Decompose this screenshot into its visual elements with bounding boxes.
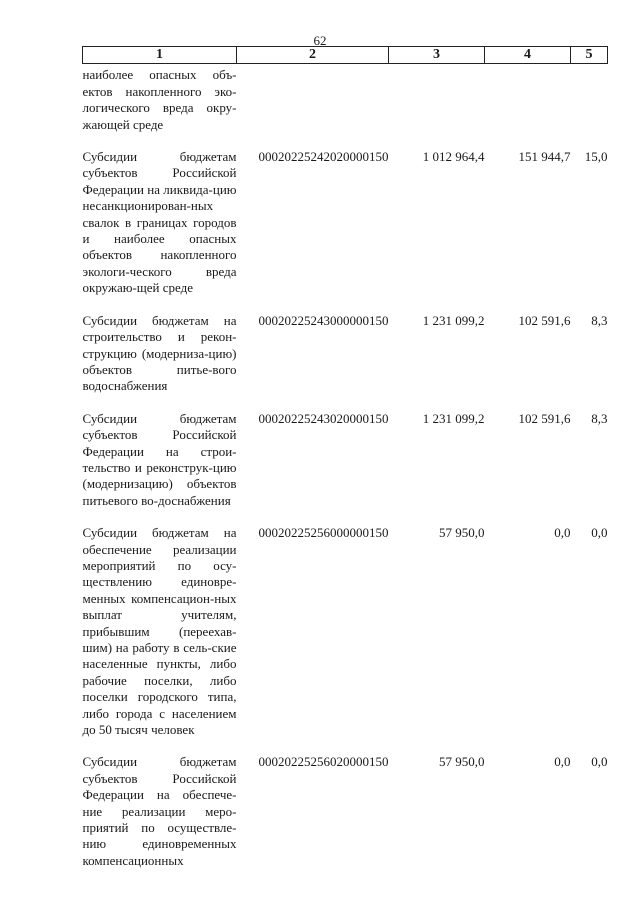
row-percent: 0,0: [591, 754, 608, 770]
row-name: Субсидии бюджетам на строительство и рекон-струкцию (модерниза-цию) объектов питье-вого водоснабжения: [82, 312, 237, 394]
row-name: наиболее опасных объ-ектов накопленного эко-логического вреда окру-жающей среде: [82, 67, 237, 132]
row-code: 00020225256000000150: [258, 525, 389, 541]
row-amount: 57 950,0: [439, 754, 485, 770]
row-percent: [571, 64, 608, 149]
row-executed: 0,0: [554, 525, 571, 541]
row-code: [237, 64, 389, 149]
row-amount: 1 231 099,2: [422, 410, 485, 426]
page-number: 62: [313, 33, 327, 48]
table-row: [83, 411, 608, 525]
row-executed: 102 591,6: [518, 410, 571, 426]
row-executed: 0,0: [554, 754, 571, 770]
column-header-1: 1: [83, 47, 237, 64]
table-body: [83, 64, 608, 885]
table-row: [83, 64, 608, 149]
row-name: Субсидии бюджетам субъектов Российской Федерации на обеспече-ние реализации меро-приятий по осуществле-нию единовременных компенсационных: [82, 754, 237, 868]
budget-table: [82, 46, 608, 885]
row-amount: 1 012 964,4: [422, 149, 485, 165]
row-percent: 0,0: [591, 525, 608, 541]
row-percent: 15,0: [584, 149, 608, 165]
table-row: [83, 754, 608, 885]
row-code: 00020225242020000150: [258, 149, 389, 165]
table-row: [83, 149, 608, 313]
row-executed: 151 944,7: [518, 149, 571, 165]
table-row: [83, 525, 608, 754]
table-row: [83, 313, 608, 411]
row-code: 00020225243020000150: [258, 410, 389, 426]
row-code: 00020225243000000150: [258, 312, 389, 328]
column-header-4: 4: [485, 47, 571, 64]
table-header: [83, 47, 608, 64]
row-percent: 8,3: [591, 312, 608, 328]
header-row: [83, 47, 608, 64]
row-amount: [389, 64, 485, 149]
column-header-5: 5: [571, 47, 608, 64]
row-percent: 8,3: [591, 410, 608, 426]
row-executed: 102 591,6: [518, 312, 571, 328]
column-header-2: 2: [237, 47, 389, 64]
row-name: Субсидии бюджетам субъектов Российской Федерации на строи-тельство и реконструк-цию (модернизацию) объектов питьевого во-доснабжения: [82, 410, 237, 508]
row-executed: [485, 64, 571, 149]
row-name: Субсидии бюджетам на обеспечение реализации мероприятий по осу-ществлению единовре-менных компенсацион-ных выплат учителям, прибывшим (переехав-шим) на работу в сель-ские населенные пункты, либо рабочие поселки, либо поселки городского типа, либо города с населением до 50 тысяч человек: [82, 525, 237, 738]
row-amount: 1 231 099,2: [422, 312, 485, 328]
row-amount: 57 950,0: [439, 525, 485, 541]
column-header-3: 3: [389, 47, 485, 64]
row-name: Субсидии бюджетам субъектов Российской Федерации на ликвида-цию несанкционирован-ных свалок в границах городов и наиболее опасных объектов накопленного экологи-ческого вреда окружаю-щей среде: [82, 149, 237, 296]
row-code: 00020225256020000150: [258, 754, 389, 770]
